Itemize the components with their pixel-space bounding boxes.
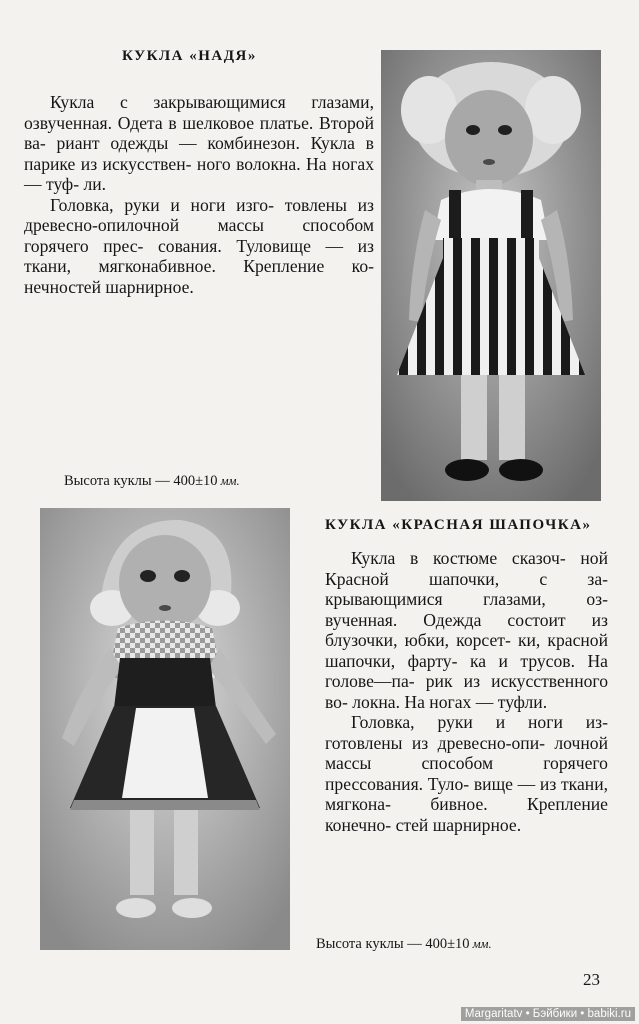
doll1-height: Высота куклы — 400±10 мм. [64,473,240,489]
doll2-description [325,548,608,835]
page-number: 23 [583,970,600,989]
doll1-paragraph-2: Головка, руки и ноги изго- товлены из древесно-опилочной массы способом горячего прес- сования. Туловище — из ткани, мягконабивное. Крепление ко- нечностей шарнирное. [24,194,375,297]
doll2-paragraph-2: Головка, руки и ноги из- готовлены из древесно-опи- лочной массы способом горячего прессования. Туло- вище — из ткани, мягкона- бивное. Крепление конечно- стей шарнирное. [325,712,609,835]
doll2-height: Высота куклы — 400±10 мм. [316,936,492,952]
doll1-description [24,92,374,297]
doll2-title: КУКЛА «КРАСНАЯ ШАПОЧКА» [325,517,592,533]
nadya-doll-photo [381,50,601,501]
doll1-paragraph-1: Кукла с закрывающимися глазами, озвученная. Одета в шелковое платье. Второй ва- риант одежды — комбинезон. Кукла в парике из искусствен- ного волокна. На ногах — туф- ли. [24,92,374,194]
doll2-paragraph-1: Кукла в костюме сказоч- ной Красной шапочки, с за- крывающимися глазами, оз- вученная. Одежда состоит из блузочки, юбки, корсет- ки, красной шапочки, фарту- ка и трусов. На голове—па- рик из искусственного во- локна. На ногах — туфли. [325,548,609,712]
doll1-title: КУКЛА «НАДЯ» [122,48,257,64]
red-riding-hood-doll-photo [40,508,290,950]
watermark: Margaritatv • Бэйбики • babiki.ru [461,1007,635,1021]
